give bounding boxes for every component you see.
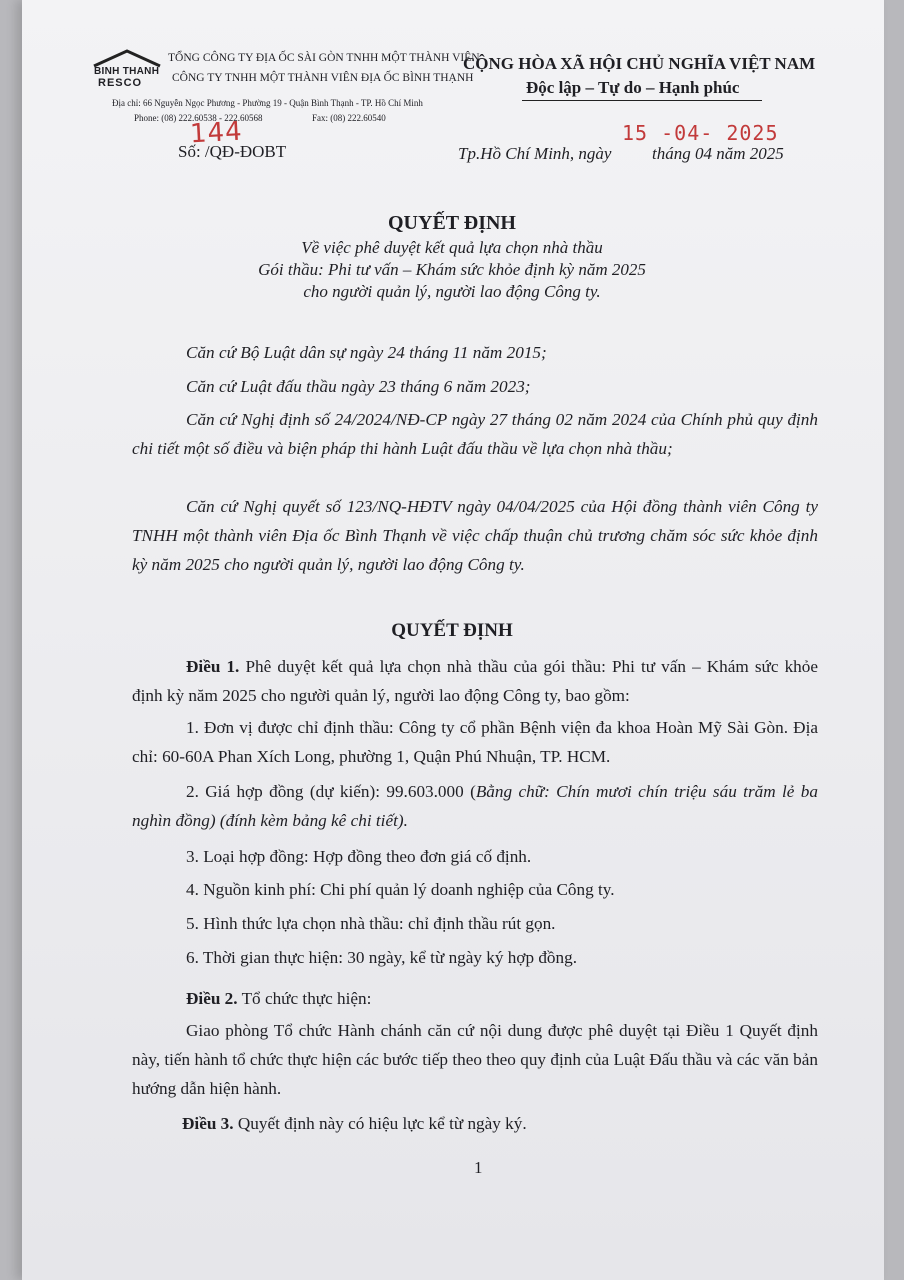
article-1-item-4: 4. Nguồn kinh phí: Chi phí quản lý doanh nghiệp của Công ty. bbox=[186, 880, 615, 899]
legal-basis-1: Căn cứ Bộ Luật dân sự ngày 24 tháng 11 năm 2015; bbox=[186, 343, 547, 362]
company-phone: Phone: (08) 222.60538 - 222.60568 bbox=[134, 113, 263, 123]
page-number: 1 bbox=[474, 1158, 483, 1177]
article-2-label: Điều 2. bbox=[186, 989, 238, 1008]
national-motto: Độc lập – Tự do – Hạnh phúc bbox=[526, 78, 740, 97]
article-1-item-3: 3. Loại hợp đồng: Hợp đồng theo đơn giá cố định. bbox=[186, 847, 532, 866]
article-1-item-5: 5. Hình thức lựa chọn nhà thầu: chỉ định thầu rút gọn. bbox=[186, 914, 556, 933]
company-name: CÔNG TY TNHH MỘT THÀNH VIÊN ĐỊA ỐC BÌNH THẠNH bbox=[172, 72, 474, 84]
article-1 bbox=[132, 652, 818, 710]
decision-subtitle-1: Về việc phê duyệt kết quả lựa chọn nhà thầu bbox=[301, 238, 603, 257]
company-logo bbox=[92, 48, 162, 90]
place-date: Tp.Hồ Chí Minh, ngày bbox=[458, 144, 612, 163]
article-2 bbox=[186, 984, 371, 1013]
item-2-prefix: 2. Giá hợp đồng (dự kiến): 99.603.000 ( bbox=[186, 782, 476, 801]
article-3-text: Quyết định này có hiệu lực kể từ ngày ký. bbox=[237, 1114, 527, 1133]
article-1-item-2 bbox=[132, 777, 818, 835]
company-fax: Fax: (08) 222.60540 bbox=[312, 113, 386, 123]
legal-basis-4: Căn cứ Nghị quyết số 123/NQ-HĐTV ngày 04/04/2025 của Hội đồng thành viên Công ty TNHH một thành viên Địa ốc Bình Thạnh về việc chấp thuận chủ trương chăm sóc sức khỏe định kỳ năm 2025 cho người quản lý, người lao động Công ty. bbox=[132, 497, 818, 574]
date-stamp: 15 -04- 2025 bbox=[622, 121, 779, 145]
article-2-body: Giao phòng Tổ chức Hành chánh căn cứ nội dung được phê duyệt tại Điều 1 Quyết định này, tiến hành tổ chức thực hiện các bước tiếp theo theo quy định của Luật Đấu thầu và các văn bản hướng dẫn hiện hành. bbox=[132, 1021, 818, 1098]
nation-title: CỘNG HÒA XÃ HỘI CHỦ NGHĨA VIỆT NAM bbox=[463, 54, 816, 73]
legal-basis-3: Căn cứ Nghị định số 24/2024/NĐ-CP ngày 27 tháng 02 năm 2024 của Chính phủ quy định chi tiết một số điều và biện pháp thi hành Luật đấu thầu về lựa chọn nhà thầu; bbox=[132, 410, 818, 458]
article-2-text: Tổ chức thực hiện: bbox=[241, 989, 372, 1008]
article-1-label: Điều 1. bbox=[186, 657, 240, 676]
company-parent: TỔNG CÔNG TY ĐỊA ỐC SÀI GÒN TNHH MỘT THÀNH VIÊN bbox=[168, 52, 480, 64]
article-1-item-6: 6. Thời gian thực hiện: 30 ngày, kể từ ngày ký hợp đồng. bbox=[186, 948, 578, 967]
decision-title: QUYẾT ĐỊNH bbox=[388, 212, 516, 234]
motto-underline bbox=[522, 100, 762, 101]
article-3 bbox=[182, 1109, 527, 1138]
article-1-text: Phê duyệt kết quả lựa chọn nhà thầu của gói thầu: Phi tư vấn – Khám sức khỏe định kỳ năm 2025 cho người quản lý, người lao động Công ty, bao gồm: bbox=[132, 657, 818, 705]
logo-line1: BINH THANH bbox=[94, 66, 160, 77]
logo-line2: RESCO bbox=[98, 77, 143, 89]
decision-subtitle-2: Gói thầu: Phi tư vấn – Khám sức khỏe định kỳ năm 2025 bbox=[258, 260, 646, 279]
decision-heading: QUYẾT ĐỊNH bbox=[391, 620, 513, 641]
article-1-item-1: 1. Đơn vị được chỉ định thầu: Công ty cổ phần Bệnh viện đa khoa Hoàn Mỹ Sài Gòn. Địa chỉ: 60-60A Phan Xích Long, phường 1, Quận Phú Nhuận, TP. HCM. bbox=[132, 718, 818, 766]
handwritten-doc-number: 144 bbox=[189, 116, 244, 150]
month-year: tháng 04 năm 2025 bbox=[652, 144, 784, 163]
company-address: Địa chỉ: 66 Nguyễn Ngọc Phương - Phường 19 - Quận Bình Thạnh - TP. Hồ Chí Minh bbox=[112, 98, 423, 108]
item-2-words: Bằng chữ: Chín mươi chín triệu sáu trăm lẻ ba nghìn đồng) (đính kèm bảng kê chi tiết). bbox=[132, 782, 818, 830]
roof-logo-icon bbox=[92, 48, 162, 68]
legal-basis-2: Căn cứ Luật đấu thầu ngày 23 tháng 6 năm 2023; bbox=[186, 377, 531, 396]
decision-subtitle-3: cho người quản lý, người lao động Công ty. bbox=[303, 282, 601, 301]
article-3-label: Điều 3. bbox=[182, 1114, 234, 1133]
doc-number: Số: /QĐ-ĐOBT bbox=[178, 142, 287, 161]
